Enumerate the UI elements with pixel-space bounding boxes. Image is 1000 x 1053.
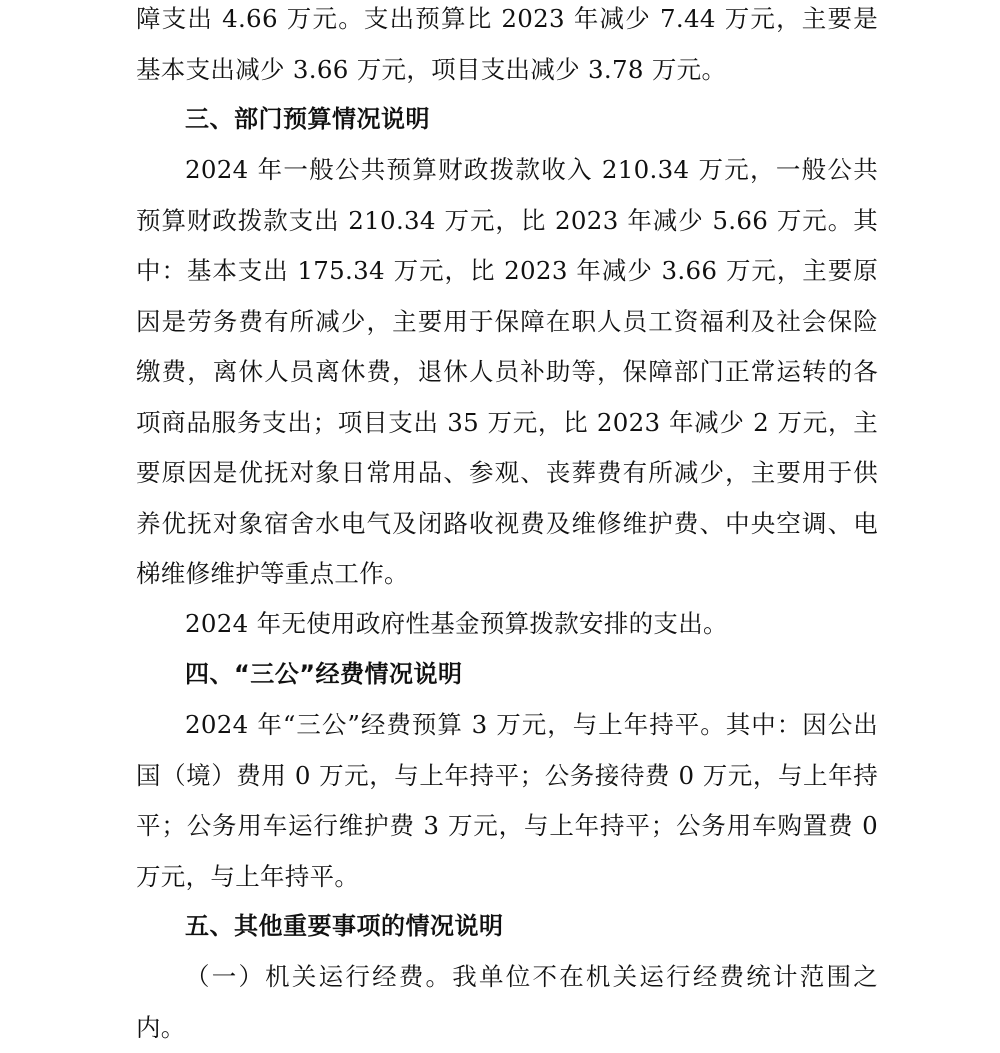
paragraph-public-budget: 2024 年一般公共预算财政拨款收入 210.34 万元，一般公共预算财政拨款支出 210.34 万元，比 2023 年减少 5.66 万元。其中：基本支出 175.34 万元，比 2023 年减少 3.66 万元，主要原因是劳务费有所减少，主要用于保障在职人员工资福利及社会保险缴费，离休人员离休费，退休人员补助等，保障部门正常运转的各项商品服务支出；项目支出 35 万元，比 2023 年减少 2 万元，主要原因是优抚对象日常用品、参观、丧葬费有所减少，主要用于供养优抚对象宿舍水电气及闭路收视费及维修维护费、中央空调、电梯维修维护等重点工作。 bbox=[136, 155, 878, 588]
section-heading-three-public-expenses: 四、“三公”经费情况说明 bbox=[185, 660, 463, 688]
paragraph-operating-expenses: （一）机关运行经费。我单位不在机关运行经费统计范围之内。 bbox=[136, 962, 878, 1042]
paragraph-budget-change: 障支出 4.66 万元。支出预算比 2023 年减少 7.44 万元，主要是基本支出减少 3.66 万元，项目支出减少 3.78 万元。 bbox=[136, 4, 878, 84]
paragraph-three-public-expenses: 2024 年“三公”经费预算 3 万元，与上年持平。其中：因公出国（境）费用 0 万元，与上年持平；公务接待费 0 万元，与上年持平；公务用车运行维护费 3 万元，与上年持平；公务用车购置费 0 万元，与上年持平。 bbox=[136, 710, 878, 891]
section-heading-department-budget: 三、部门预算情况说明 bbox=[185, 105, 430, 133]
section-heading-other-matters: 五、其他重要事项的情况说明 bbox=[185, 912, 504, 940]
paragraph-government-fund: 2024 年无使用政府性基金预算拨款安排的支出。 bbox=[185, 609, 728, 638]
